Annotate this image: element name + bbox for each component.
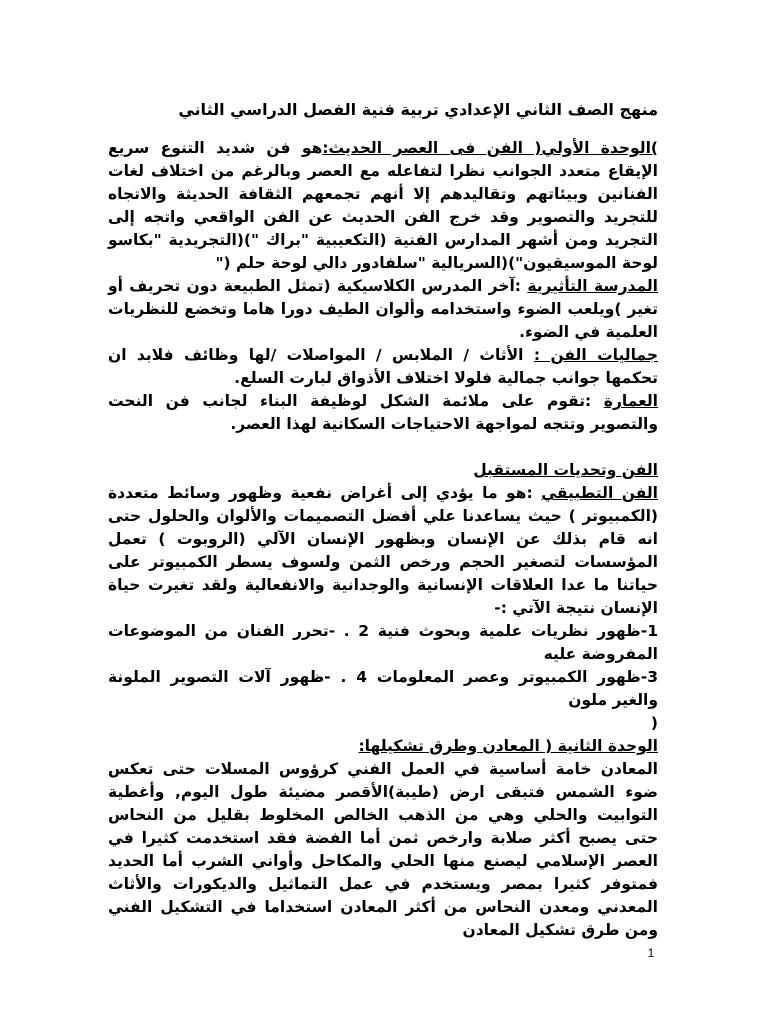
future-heading: الفن وتحديات المستقبل <box>473 461 658 479</box>
architecture-label: العمارة <box>603 392 658 410</box>
unit1-heading: )الوحدة الأولي( الفن فى العصر الحديث: <box>322 139 658 157</box>
applied-art-body: :هو ما يؤدي إلى أغراض نفعية وظهور وسائط متعددة (الكمبيوتر ) حيث يساعدنا علي أفضل التصميمات والألوان والحلول حتى انه قام بذلك عن الإنسان وبظهور الإنسان الآلي (الروبوت ) تعمل المؤسسات لتصغير الحجم ورخص الثمن ولسوف يسطر الكمبيوتر على حياتنا ما عدا العلاقات الإنسانية والوجدانية والانفعالية ولقد تغيرت حياة الإنسان نتيجة الآتي :- <box>108 484 658 617</box>
document-body <box>108 98 658 942</box>
architecture-paragraph <box>108 390 658 436</box>
unit1-paragraph <box>108 137 658 275</box>
section-spacer <box>108 436 658 459</box>
list-item-1-2: 1-ظهور نظريات علمية وبحوث فنية 2 . -تحرر الفنان من الموضوعات المفروضة عليه <box>108 622 658 663</box>
applied-art-paragraph <box>108 482 658 620</box>
impressionism-body: :آخر المدرس الكلاسيكية (تمثل الطبيعة دون تحريف أو تغير )ويلعب الضوء واستخدامه وألوان الطيف دورا هاما وتخضع للنظريات العلمية في الضوء. <box>108 277 658 341</box>
list-item-3-4: 3-ظهور الكمبيوتر وعصر المعلومات 4 . -ظهور آلات التصوير الملونة والغير ملون <box>108 668 658 709</box>
unit2-body: المعادن خامة أساسية في العمل الفني كرؤوس المسلات حتى تعكس ضوء الشمس فتبقى ارض (طيبة)الأقصر مضيئة طول اليوم, وأغطية التوابيت والحلي وهي من الذهب الخالص المخلوط بقليل من النحاس حتى يصبح أكثر صلابة وارخص ثمن أما الفضة فقد استخدمت كثيرا في العصر الإسلامي ليصنع منها الحلي والمكاحل وأواني الشرب أما الحديد فمتوفر كثيرا بمصر ويستخدم في عمل التماثيل والديكورات والأثاث المعدني ومعدن النحاس من أكثر المعادن استخداما في التشكيل الفني ومن طرق تشكيل المعادن <box>108 760 658 939</box>
unit1-body: هو فن شديد التنوع سريع الإيقاع متعدد الجوانب نظرا لتفاعله مع العصر وبالرغم من اختلاف لغات الفنانين وبيئاتهم وتقاليدهم إلا أنهم تجمعهم الثقافة الحديثة والاتجاه للتجريد والتصوير وقد خرج الفن الحديث عن الفن الواقعي واتجه إلى التجريد ومن أشهر المدارس الفنية (التكعيبية "براك ")(التجريدية "بكاسو لوحة الموسيقيون")(السريالية "سلفادور دالي لوحة حلم (" <box>108 139 658 272</box>
impressionism-label: المدرسة التأثيرية <box>527 277 658 295</box>
page-number: 1 <box>647 946 655 960</box>
aesthetics-label: جماليات الفن : <box>533 346 658 364</box>
stray-mark: ( <box>650 714 658 732</box>
document-title: منهج الصف الثاني الإعدادي تربية فنية الفصل الدراسي الثاني <box>178 100 658 119</box>
unit2-heading: الوحدة الثانية ( المعادن وطرق تشكيلها: <box>358 737 658 755</box>
aesthetics-paragraph <box>108 344 658 390</box>
architecture-body: :تقوم على ملائمة الشكل لوظيفة البناء لجانب فن النحت والتصوير وتتجه لمواجهة الاحتياجات السكانية لهذا العصر. <box>108 392 658 433</box>
aesthetics-body: الأثاث / الملابس / المواصلات /لها وظائف فلابد ان تحكمها جوانب جمالية فلولا اختلاف الأذواق لبارت السلع. <box>108 346 658 387</box>
applied-art-label: الفن التطبيقي <box>541 484 658 502</box>
impressionism-paragraph <box>108 275 658 344</box>
unit2-paragraph <box>108 735 658 942</box>
